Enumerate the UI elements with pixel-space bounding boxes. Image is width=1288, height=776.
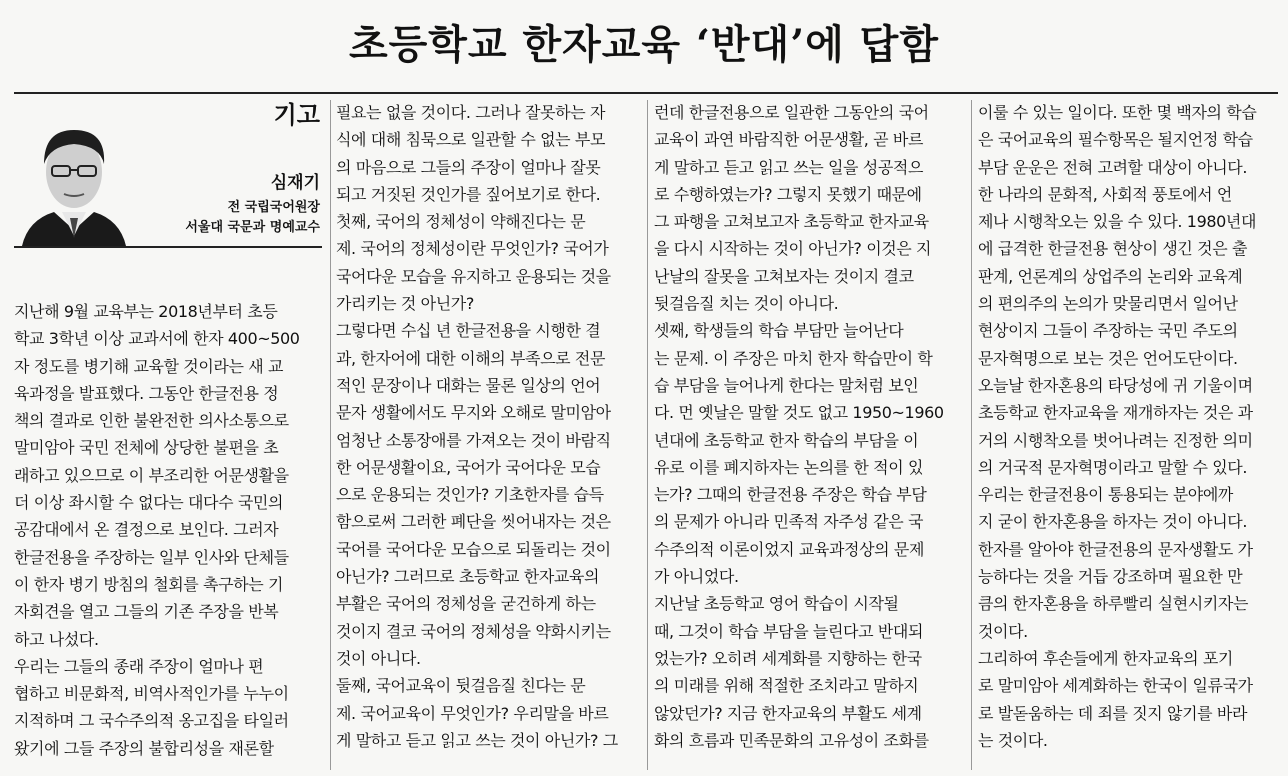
article-line: 수주의적 이론이었지 교육과정상의 문제 xyxy=(654,539,925,559)
article-column-2 xyxy=(336,99,642,774)
article-line: 런데 한글전용으로 일관한 그동안의 국어 xyxy=(654,103,929,122)
article-line: 의 미래를 위해 적절한 조치라고 말하지 xyxy=(654,676,919,696)
article-line: 큼의 한자혼용을 하루빨리 실현시키자는 xyxy=(978,594,1249,614)
article-line: 다. 먼 옛날은 말할 것도 없고 1950~1960 xyxy=(654,403,944,423)
article-line: 은 국어교육의 필수항목은 될지언정 학습 xyxy=(978,130,1253,150)
article-line: 학교 3학년 이상 교과서에 한자 400~500 xyxy=(14,329,300,349)
article-line: 뒷걸음질 치는 것이 아니다. xyxy=(654,294,839,314)
article-line: 로 발돋움하는 데 죄를 짓지 않기를 바라 xyxy=(978,703,1248,723)
article-line: 는 것이다. xyxy=(978,730,1048,750)
author-affiliation: 서울대 국문과 명예교수 xyxy=(185,220,320,235)
article-line: 셋째, 학생들의 학습 부담만 늘어난다 xyxy=(654,321,904,341)
article-line: 지난날 초등학교 영어 학습이 시작될 xyxy=(654,594,899,614)
article-line: 그 파행을 고쳐보고자 초등학교 한자교육 xyxy=(654,212,929,232)
article-line: 부활은 국어의 정체성을 굳건하게 하는 xyxy=(336,594,596,614)
article-line: 아닌가? 그러므로 초등학교 한자교육의 xyxy=(336,567,600,587)
article-line: 말미암아 국민 전체에 상당한 불편을 초 xyxy=(14,438,279,458)
article-line: 공감대에서 온 결정으로 보인다. 그러자 xyxy=(14,520,279,540)
article-line: 협하고 비문화적, 비역사적인가를 누누이 xyxy=(14,684,289,704)
article-line: 부담 운운은 전혀 고려할 대상이 아니다. xyxy=(978,157,1248,177)
article-line: 가 아니었다. xyxy=(654,567,739,587)
article-line: 왔기에 그들 주장의 불합리성을 재론할 xyxy=(14,738,274,758)
article-line: 제나 시행착오는 있을 수 있다. 1980년대 xyxy=(978,212,1257,232)
article-line: 거의 시행착오를 벗어나려는 진정한 의미 xyxy=(978,430,1253,450)
article-line: 의 문제가 아니라 민족적 자주성 같은 국 xyxy=(654,512,924,532)
article-line: 의 마음으로 그들의 주장이 얼마나 잘못 xyxy=(336,157,601,177)
article-line: 의 편의주의 논의가 맞물리면서 일어난 xyxy=(978,294,1238,314)
article-line: 로 말미암아 세계화하는 한국이 일류국가 xyxy=(978,676,1253,696)
article-line: 국어다운 모습을 유지하고 운용되는 것을 xyxy=(336,266,611,286)
article-line: 지 굳이 한자혼용을 하자는 것이 아니다. xyxy=(978,512,1248,532)
article-line: 게 말하고 듣고 읽고 쓰는 일을 성공적으 xyxy=(654,157,924,177)
author-photo xyxy=(14,108,134,246)
article-line: 화의 흐름과 민족문화의 고유성이 조화를 xyxy=(654,730,929,750)
article-line: 한자를 알아야 한글전용의 문자생활도 가 xyxy=(978,539,1253,559)
column-divider xyxy=(971,100,972,770)
article-line: 육과정을 발표했다. 그동안 한글전용 정 xyxy=(14,383,279,403)
article-line: 초등학교 한자교육을 재개하자는 것은 과 xyxy=(978,403,1253,423)
article-line: 현상이지 그들이 주장하는 국민 주도의 xyxy=(978,321,1238,341)
article-line: 한글전용을 주장하는 일부 인사와 단체들 xyxy=(14,547,289,567)
article-line: 국어를 국어다운 모습으로 되돌리는 것이 xyxy=(336,539,611,559)
article-line: 자 정도를 병기해 교육할 것이라는 새 교 xyxy=(14,356,284,376)
article-line: 을 다시 시작하는 것이 아닌가? 이것은 지 xyxy=(654,239,932,259)
article-line: 그리하여 후손들에게 한자교육의 포기 xyxy=(978,648,1233,668)
article-line: 년대에 초등학교 한자 학습의 부담을 이 xyxy=(654,430,919,450)
article-line: 래하고 있으므로 이 부조리한 어문생활을 xyxy=(14,465,289,485)
article-line: 게 말하고 듣고 읽고 쓰는 것이 아닌가? 그 xyxy=(336,730,618,750)
article-line: 제. 국어교육이 무엇인가? 우리말을 바르 xyxy=(336,703,609,723)
article-line: 는 문제. 이 주장은 마치 한자 학습만이 학 xyxy=(654,348,933,368)
article-line: 한 나라의 문화적, 사회적 풍토에서 언 xyxy=(978,184,1232,204)
article-headline: 초등학교 한자교육 ‘반대’에 답함 xyxy=(349,21,939,68)
article-line: 것이지 결코 국어의 정체성을 약화시키는 xyxy=(336,621,611,641)
article-line: 었는가? 오히려 세계화를 지향하는 한국 xyxy=(654,648,922,668)
article-line: 되고 거짓된 것인가를 짚어보기로 한다. xyxy=(336,184,601,204)
byline-rule xyxy=(14,246,322,248)
author-name: 심재기 xyxy=(270,173,320,193)
article-line: 더 이상 좌시할 수 없다는 대다수 국민의 xyxy=(14,493,284,513)
article-column-4 xyxy=(978,99,1282,774)
article-line: 않았던가? 지금 한자교육의 부활도 세계 xyxy=(654,703,922,723)
article-line: 지적하며 그 국수주의적 옹고집을 타일러 xyxy=(14,711,289,731)
article-line: 우리는 한글전용이 통용되는 분야에까 xyxy=(978,485,1233,505)
article-line: 의 거국적 문자혁명이라고 말할 수 있다. xyxy=(978,457,1248,477)
article-line: 문자혁명으로 보는 것은 언어도단이다. xyxy=(978,348,1238,368)
article-line: 로 수행하였는가? 그렇지 못했기 때문에 xyxy=(654,184,922,204)
article-line: 둘째, 국어교육이 뒷걸음질 친다는 문 xyxy=(336,676,586,696)
article-column-1 xyxy=(14,298,326,773)
article-line: 때, 그것이 학습 부담을 늘린다고 반대되 xyxy=(654,621,924,641)
article-line: 함으로써 그러한 폐단을 씻어내자는 것은 xyxy=(336,512,611,532)
article-line: 이룰 수 있는 일이다. 또한 몇 백자의 학습 xyxy=(978,103,1257,122)
article-line: 으로 운용되는 것인가? 기초한자를 습득 xyxy=(336,485,604,505)
headline-rule xyxy=(14,92,1278,94)
article-line: 자회견을 열고 그들의 기존 주장을 반복 xyxy=(14,602,279,622)
section-label: 기고 xyxy=(273,101,320,129)
article-line: 엄청난 소통장애를 가져오는 것이 바람직 xyxy=(336,430,611,450)
article-line: 교육이 과연 바람직한 어문생활, 곧 바르 xyxy=(654,130,924,150)
article-line: 습 부담을 늘어나게 한다는 말처럼 보인 xyxy=(654,375,919,395)
article-line: 우리는 그들의 종래 주장이 얼마나 편 xyxy=(14,656,264,676)
article-line: 것이 아니다. xyxy=(336,648,421,668)
article-line: 한 어문생활이요, 국어가 국어다운 모습 xyxy=(336,457,601,477)
article-line: 식에 대해 침묵으로 일관할 수 없는 부모 xyxy=(336,130,606,150)
article-line: 책의 결과로 인한 불완전한 의사소통으로 xyxy=(14,411,289,431)
article-line: 유로 이를 폐지하자는 논의를 한 적이 있 xyxy=(654,457,924,477)
article-line: 능하다는 것을 거듭 강조하며 필요한 만 xyxy=(978,567,1243,587)
article-line: 이 한자 병기 방침의 철회를 촉구하는 기 xyxy=(14,574,284,594)
article-line: 첫째, 국어의 정체성이 약해진다는 문 xyxy=(336,212,586,232)
article-line: 판계, 언론계의 상업주의 논리와 교육계 xyxy=(978,266,1243,286)
article-column-3 xyxy=(654,99,966,774)
article-line: 지난해 9월 교육부는 2018년부터 초등 xyxy=(14,302,278,321)
column-divider xyxy=(647,100,648,770)
article-line: 과, 한자어에 대한 이해의 부족으로 전문 xyxy=(336,348,606,368)
article-line: 것이다. xyxy=(978,621,1028,641)
article-line: 그렇다면 수십 년 한글전용을 시행한 결 xyxy=(336,321,601,341)
article-line: 제. 국어의 정체성이란 무엇인가? 국어가 xyxy=(336,239,609,259)
article-line: 가리키는 것 아닌가? xyxy=(336,294,474,314)
article-line: 문자 생활에서도 무지와 오해로 말미암아 xyxy=(336,403,611,423)
article-line: 난날의 잘못을 고쳐보자는 것이지 결코 xyxy=(654,266,914,286)
article-line: 필요는 없을 것이다. 그러나 잘못하는 자 xyxy=(336,103,606,122)
article-line: 적인 문장이나 대화는 물론 일상의 언어 xyxy=(336,375,601,395)
article-line: 하고 나섰다. xyxy=(14,629,99,649)
article-line: 는가? 그때의 한글전용 주장은 학습 부담 xyxy=(654,485,927,505)
author-affiliation: 전 국립국어원장 xyxy=(227,200,320,215)
article-line: 오늘날 한자혼용의 타당성에 귀 기울이며 xyxy=(978,375,1253,395)
column-divider xyxy=(330,100,331,770)
article-line: 에 급격한 한글전용 현상이 생긴 것은 출 xyxy=(978,239,1248,259)
